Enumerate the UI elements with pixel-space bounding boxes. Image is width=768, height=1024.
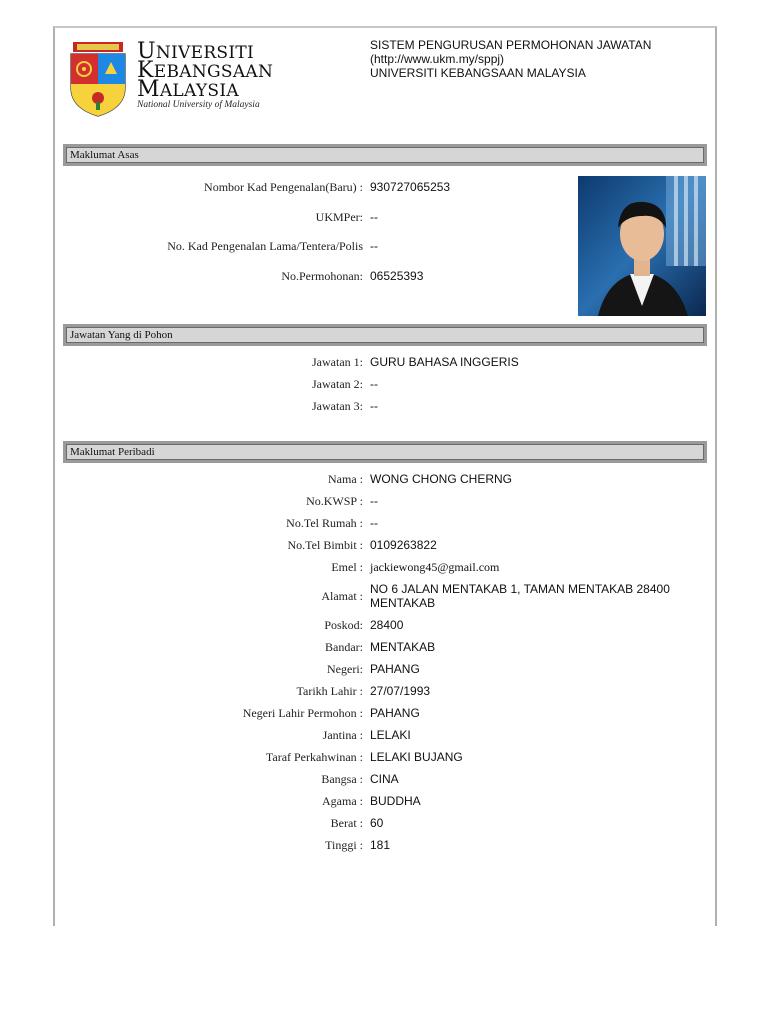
university-subtitle: National University of Malaysia <box>137 100 260 110</box>
application-page: UNIVERSITI KEBANGSAAN MALAYSIA National University of Malaysia SISTEM PENGURUSAN PERMOHONAN JAWATAN (http://www.ukm.my/sppj) UNIVERSITI KEBANGSAAN MALAYSIA Maklumat Asas Nombor Kad Pengenalan(Baru) : 930727065253 UKMPer: -- No. Kad Pengenalan Lama/Tentera/Polis -- No.Permohonan: 06525393 Jawatan Yang di Pohon Jawatan 1: GURU BAHASA INGGERIS Jawatan 2: -- Jawatan 3: -- Maklumat Peribadi Nama : WONG CHONG CHERNG No.KWSP : -- No.Tel Rumah : -- No.Tel Bimbit : 0109263822 Emel : jackiewong45@gmail.com Alamat : NO 6 JALAN MENTAKAB 1, TAMAN MENTAKAB 28400 MENTAKAB Poskod: 28400 Bandar: MENTAKAB Negeri: PAHANG Tarikh Lahir : 27/07/1993 Negeri Lahir Permohon : PAHANG Jantina : LELAKI Taraf Perkahwinan : LELAKI BUJANG Bangsa : CINA Agama : BUDDHA Berat : 60 Tinggi : 181 <box>53 26 717 926</box>
system-link[interactable]: (http://www.ukm.my/sppj) <box>370 52 505 66</box>
ukm-crest-icon <box>67 40 129 118</box>
page-header <box>65 38 705 123</box>
university-name: UNIVERSITI KEBANGSAAN MALAYSIA <box>137 39 274 102</box>
ukm-logo <box>67 40 282 120</box>
system-title: SISTEM PENGURUSAN PERMOHONAN JAWATAN (http://www.ukm.my/sppj) UNIVERSITI KEBANGSAAN MALAYSIA <box>370 38 652 80</box>
section-maklumat-peribadi: Maklumat Peribadi <box>63 441 707 463</box>
applicant-photo <box>578 176 706 316</box>
section-maklumat-asas: Maklumat Asas <box>63 144 707 166</box>
section-jawatan: Jawatan Yang di Pohon <box>63 324 707 346</box>
